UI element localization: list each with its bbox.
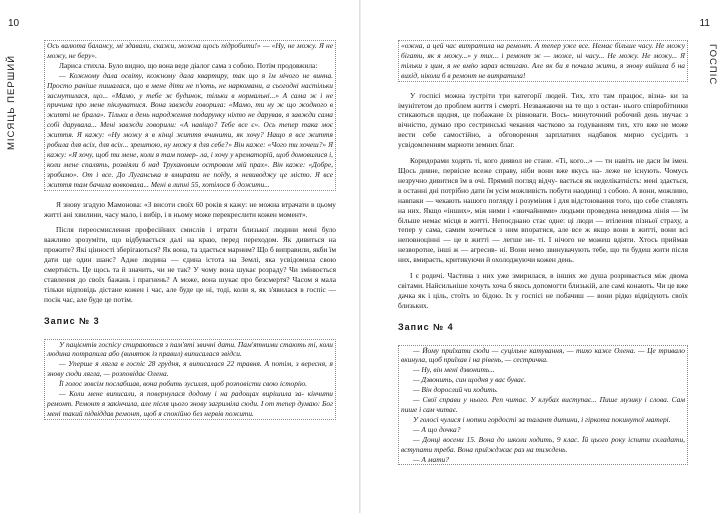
paragraph: — А що дочка? (413, 424, 461, 434)
section-heading: Запис № 3 (44, 315, 100, 326)
paragraph: У пацієнтів госпісу стираються з пам'яті звичні дати. Пам'ятними стають ті, коли людина потрапила або (виняток із правил) виписалася звідси. (47, 339, 333, 359)
paragraph: — Уперше я лягла в госпіс 28 грудня, я виписалася 22 травня. А потім, з вересня, я знову сюди лягла, — розповідає Олена. (47, 359, 333, 379)
paragraph: Коридорами ходять ті, кого диявол не стане. «Ті, кого...» — ти навіть не даси їм імен. Щось дивне, первісне всеже справу, ніби вони вже якусь на- леже не існують. Чомусь незручно дивитися їм в очі. Прямий погляд відчу- вається як неделікатність: мені здається, в останні дні потрібно дати їм усім можливість побути наодинці з собою. А вони, можливо, навпаки — чекають нашого погляду і розуміння і для відстоювання того, що себе ставлять на них. Якщо «інших», між ними і «звичайними» людьми проведена невидима лінія — їм більше немає місця в житті. Непоєднано стає одне: ці люди — втілення пізньої страху, а тепер у сама, самим хочеться з ним впоратися, але все ж якщо вони в житті, вони всі неповноцінні — це в житті — легше не- ті. І нічого не можеш вдіяти. Хтось приймав незворотне, інші ж — агресив- ні. Вони немо звинувачують тебе, що ти будеш жити після них, вмираєть, критикуючи й охолоджуючи кожен день. (398, 156, 688, 265)
running-head-left: МІСЯЦЬ ПЕРШИЙ (6, 54, 17, 150)
paragraph: У голосі чулися і нотки гордості за талант дитини, і гіркота покинутої матері. (413, 414, 671, 424)
quote-block (398, 40, 688, 82)
paragraph: У госпісі можна зустріти три категорії людей. Тих, хто там працює, візна- ки за імунітетом до проблем життя і смерті. Незважаючи на те що з остан- нього співробітники стикаються щодня, це побажане їх рівноваги. Вось- минуточний робочий день звучає з вічністю, думаю про сестринські чекання частково за годуванням тих, хто вже не може вести себе самостійно, а обговорення зарплатних надбавок мирно сусідить з усвідомленням марноти земних благ. (398, 90, 688, 150)
quote-block (44, 339, 336, 420)
paragraph: — Дзвонить, син щодня у вас буває. (413, 375, 526, 385)
paragraph: Ось валюта балансу, мі здавали, скажи, можна щось підробити!» — «Ну, не можу. Я не можу, не беру». (47, 41, 333, 60)
paragraph: — Ну, він мені дзвонить... (413, 365, 495, 375)
paragraph: «ожна, а цей час витратила на ремонт. А тепер уже все. Немає більше часу. Не можу бігати, як я можу...» у тих... і ремонт ж — може, ні часу... Не можу. Не можу... Я тільки з цим, я не вмію зараз встигаю. Але як би я почала жити, я знову вийшла б на вихід, ніколи б в ремонт не витратила! (401, 41, 685, 80)
running-head-right: ГОСПІС (707, 44, 718, 86)
paragraph: Лариса стихла. Було видно, що вона веде діалог сама з собою. Потім продовжила: (59, 60, 318, 70)
page-number-right: 11 (699, 18, 710, 29)
paragraph: — А мати? (413, 454, 449, 464)
paragraph: І є родичі. Частина з них уже змирилася, в інших же душа розривається між двома світами. Найсильніше хочуть хоча б якось допомогти близькій, але самі конають. Чи це вже дачка як і ціль, стоїть зо бідою. Іх у госпісі не побачиш — вони рідко відвідують своїх близьких. (398, 271, 688, 310)
left-page-text (44, 40, 336, 420)
quote-block (398, 345, 688, 466)
paragraph: — Йому приїхати сюди — суцільне катування, — тихо каже Олена. — Це тривало вкинула, щоб приїхав і на рівень, — сестричка. (401, 345, 685, 365)
paragraph: Після переосмислення професійних смислів і втрати близької людини мені було важливо зрозуміти, що відбувається далі на краю, перед переходом. Як дивиться на прожите? Які цінності зберігаються? Як вона, та здається марним? Що б виправили, якби їм дати ще один шанс? Адже людина — єдина істота на Землі, яка усвідомила свою смертність. Це щось та й значить, чи не так? У чому вона шукає розраду? Чи змінюється ставлення до своїх бажань і прагнень? А може, вона шукає про безсмертя? Часом я мала тільки відповідь дістане кожен і час, але буде це ні, тоді, коли я, як з'явилася в госпіс — посік час, але буде це потім. (44, 225, 336, 304)
right-page-text (398, 40, 688, 465)
paragraph: Її голос зовсім послабшав, вона робить зусилля, щоб розповісти свою історію. (59, 379, 308, 389)
paragraph: — Донці восени 15. Вона до школи ходить, 9 клас. Їй цього року іспити складати, вступати треба. Вона приїжджає раз на тиждень. (401, 434, 685, 454)
paragraph: — Він дорослий чи ходить. (413, 385, 498, 395)
paragraph: Я знову згадую Мамонова: «З висоти своїх 60 років я кажу: не можна втрачати в цьому житті ані хвилини, часу мало, і вибір, і в ньому може перекреслити кожен момент». (44, 199, 336, 219)
page-number-left: 10 (8, 18, 20, 29)
paragraph: — Свої справи у нього. Реп читає. У клубах виступає... Пише музику і слова. Сам пише і сам читає. (401, 395, 685, 414)
paragraph: — Кожному дала освіту, кожному дала квартиру, так що я їм нічого не винна. Просто раніше пишалася, що в мене діти не п'ють, не наркомани, а сьогодні настільки засмутилася, що... «Мамо, у тебе ж будинок, тільки в нормальні...» А сама ж і не причина про мене піклуватися. Вона завжди говорила: «Мамо, ти ну ж що жодного в житті не брала». Тільки в день народження подарунку ніхто не дарував, я завжди сама собі дарувала... Мені завжди говорили: «А навіщо? Тебе все є». Ось тепер така моє життя. Я кажу: «Ну можу я в кінці життя вчинити, як хочу? Нащо я все життя робила для всіх, для всіх... зрештою, ну можу я для себе?» Він каже: «Чого ти хочеш?» Я кажу: «Я хочу, щоб ти мене, коли я там помер- ла, і хочу у крематорій, щоб домовилися і, коли мене спалять, розвіяли б над Трухановим островом мій прах». Він каже: «Добре, зробимо». От і все. До Луганська я вмирати не поїду, я невиводжу це місто. Я все життя там бачила вовковала... Мені в липні 55, хотілося б дожити... (47, 70, 333, 189)
paragraph: — Коли мене виписали, я повернулася додому і на радощах вирішила за- кінчити ремонт. Ремонт я закінчила, але після цього знову загриміла сюди. І от тепер думаю: Бог мені такий підвіддав ремонт, щоб я спокійно без нервів пожити. (47, 389, 333, 418)
right-page (360, 0, 720, 513)
section-heading: Запис № 4 (398, 321, 454, 332)
quote-block (44, 40, 336, 191)
